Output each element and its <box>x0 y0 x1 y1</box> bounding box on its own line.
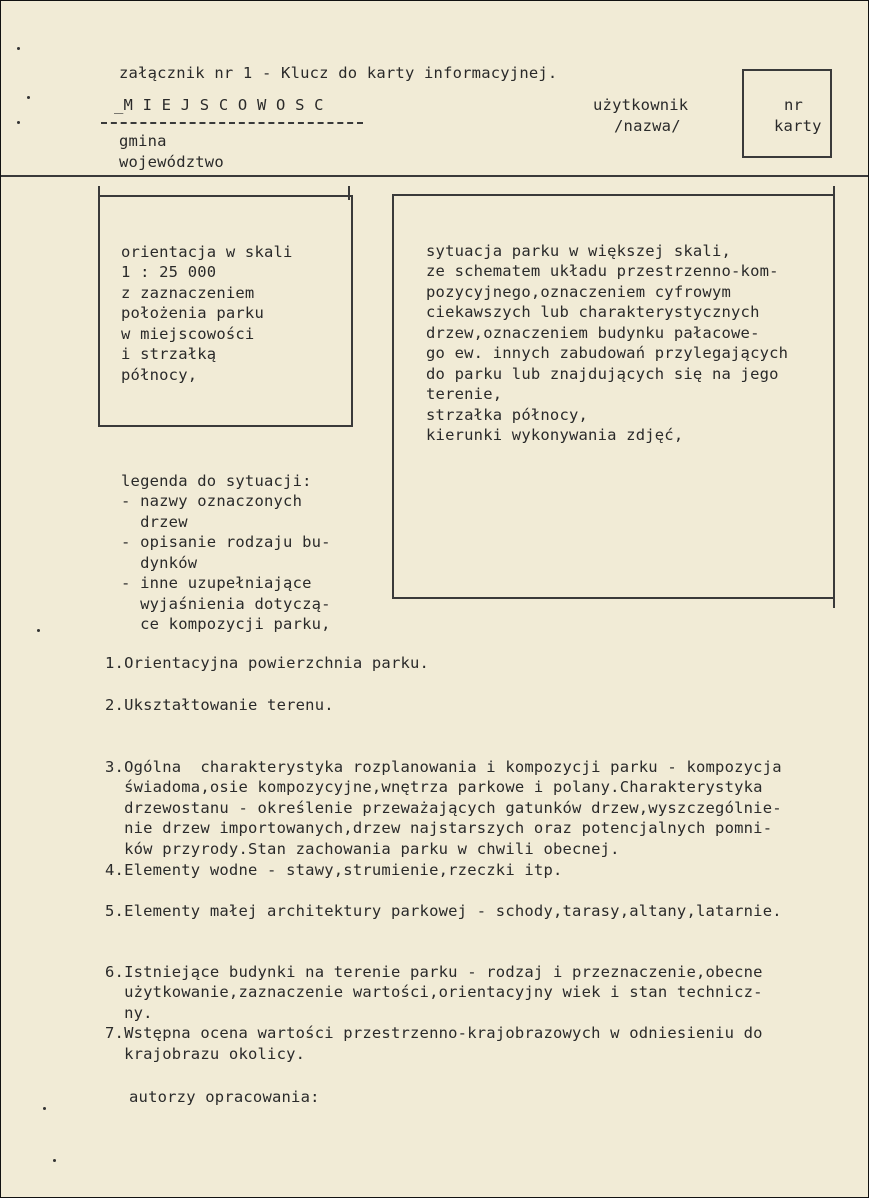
locality-underline <box>101 122 363 124</box>
locality-label: _M I E J S C O W O S C <box>114 96 324 114</box>
situation-box-text: sytuacja parku w większej skali, ze schematem układu przestrzenno-kom- pozycyjnego,oznaczeniem cyfrowym ciekawszych lub charakterystycznych drzew,oznaczeniem budynku pałacowe- go ew. innych zabudowań przylegających do parku lub znajdujących się na jego terenie, strzałka północy, kierunki wykonywania zdjęć, <box>426 241 789 444</box>
situation-box-tick <box>833 596 835 608</box>
item-5: 5.Elementy małej architektury parkowej - schody,tarasy,altany,latarnie. <box>105 902 782 920</box>
legend-text: legenda do sytuacji: - nazwy oznaczonych drzew - opisanie rodzaju bu- dynków - inne uzupełniające wyjaśnienia dotyczą- ce kompozycji parku, <box>121 471 331 633</box>
scan-speck <box>53 1159 56 1162</box>
scan-speck <box>17 47 20 50</box>
header-divider <box>1 175 869 177</box>
voivodeship-label: województwo <box>119 153 224 171</box>
situation-box-tick <box>833 186 835 198</box>
card-number-label-karty: karty <box>774 117 822 135</box>
scan-speck <box>27 96 30 99</box>
card-number-label-nr: nr <box>784 96 804 114</box>
commune-label: gmina <box>119 132 167 150</box>
scan-speck <box>17 121 20 124</box>
item-3: 3.Ogólna charakterystyka rozplanowania i kompozycji parku - kompozycja świadoma,osie kompozycyjne,wnętrza parkowe i polany.Charakterystyka drzewostanu - określenie przeważających gatunków drzew,wyszczególnie- nie drzew importowanych,drzew najstarszych oraz potencjalnych pomni- ków przyrody.Stan zachowania parku w chwili obecnej. <box>105 757 782 858</box>
scan-speck <box>43 1107 46 1110</box>
user-label: użytkownik <box>593 96 689 114</box>
orientation-box-text: orientacja w skali 1 : 25 000 z zaznaczeniem położenia parku w miejscowości i strzałką północy, <box>121 242 293 384</box>
attachment-title: załącznik nr 1 - Klucz do karty informacyjnej. <box>119 64 558 82</box>
card-number-box <box>742 69 832 158</box>
user-name-label: /nazwa/ <box>614 117 681 135</box>
item-1: 1.Orientacyjna powierzchnia parku. <box>105 654 430 672</box>
item-2: 2.Ukształtowanie terenu. <box>105 696 334 714</box>
item-4: 4.Elementy wodne - stawy,strumienie,rzeczki itp. <box>105 861 563 879</box>
item-6-7: 6.Istniejące budynki na terenie parku - rodzaj i przeznaczenie,obecne użytkowanie,zaznaczenie wartości,orientacyjny wiek i stan technicz- ny. 7.Wstępna ocena wartości przestrzenno-krajobrazowych w odniesieniu do krajobrazu okolicy. <box>105 962 763 1063</box>
authors-label: autorzy opracowania: <box>129 1088 320 1106</box>
scan-speck <box>37 629 40 632</box>
